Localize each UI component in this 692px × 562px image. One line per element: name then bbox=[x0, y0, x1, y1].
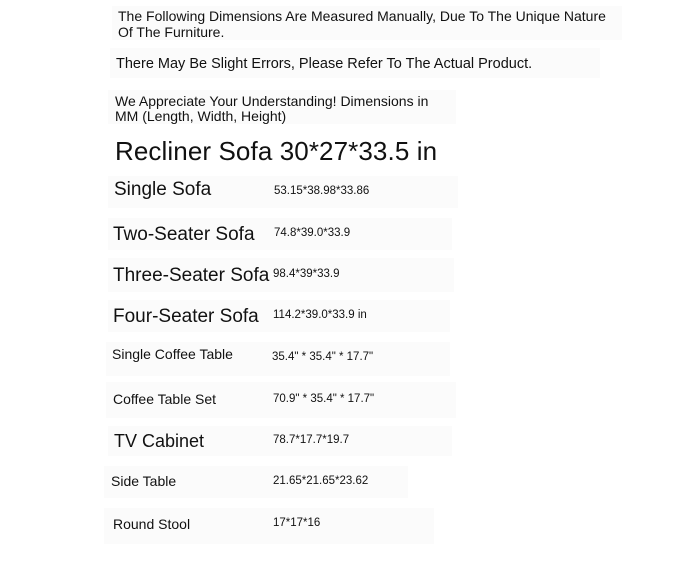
notice-line-1a: The Following Dimensions Are Measured Manually, Due To The Unique Nature bbox=[118, 8, 606, 24]
notice-line-2: There May Be Slight Errors, Please Refer To The Actual Product. bbox=[116, 56, 533, 72]
item-value-tv-cabinet: 78.7*17.7*19.7 bbox=[273, 434, 350, 446]
item-value-three-seater-sofa: 98.4*39*33.9 bbox=[273, 268, 340, 280]
item-label-four-seater-sofa: Four-Seater Sofa bbox=[113, 306, 259, 327]
item-label-tv-cabinet: TV Cabinet bbox=[114, 431, 205, 451]
item-label-single-coffee-table: Single Coffee Table bbox=[112, 346, 233, 362]
item-value-side-table: 21.65*21.65*23.62 bbox=[273, 475, 369, 487]
item-value-four-seater-sofa: 114.2*39.0*33.9 in bbox=[273, 309, 367, 321]
page-title: Recliner Sofa 30*27*33.5 in bbox=[115, 136, 438, 166]
item-value-two-seater-sofa: 74.8*39.0*33.9 bbox=[274, 227, 351, 239]
notice-line-1b: Of The Furniture. bbox=[118, 24, 225, 40]
item-value-single-sofa: 53.15*38.98*33.86 bbox=[274, 185, 370, 197]
item-label-round-stool: Round Stool bbox=[113, 516, 191, 532]
item-label-two-seater-sofa: Two-Seater Sofa bbox=[113, 224, 255, 245]
item-label-side-table: Side Table bbox=[111, 473, 177, 489]
item-value-coffee-table-set: 70.9" * 35.4" * 17.7" bbox=[273, 393, 375, 405]
notice-line-3b: MM (Length, Width, Height) bbox=[115, 108, 287, 124]
item-value-round-stool: 17*17*16 bbox=[273, 517, 321, 529]
item-label-single-sofa: Single Sofa bbox=[114, 179, 212, 200]
item-label-coffee-table-set: Coffee Table Set bbox=[113, 391, 217, 407]
item-value-single-coffee-table: 35.4" * 35.4" * 17.7" bbox=[272, 351, 374, 363]
item-label-three-seater-sofa: Three-Seater Sofa bbox=[113, 265, 270, 286]
notice-line-3a: We Appreciate Your Understanding! Dimensions in bbox=[115, 93, 429, 109]
